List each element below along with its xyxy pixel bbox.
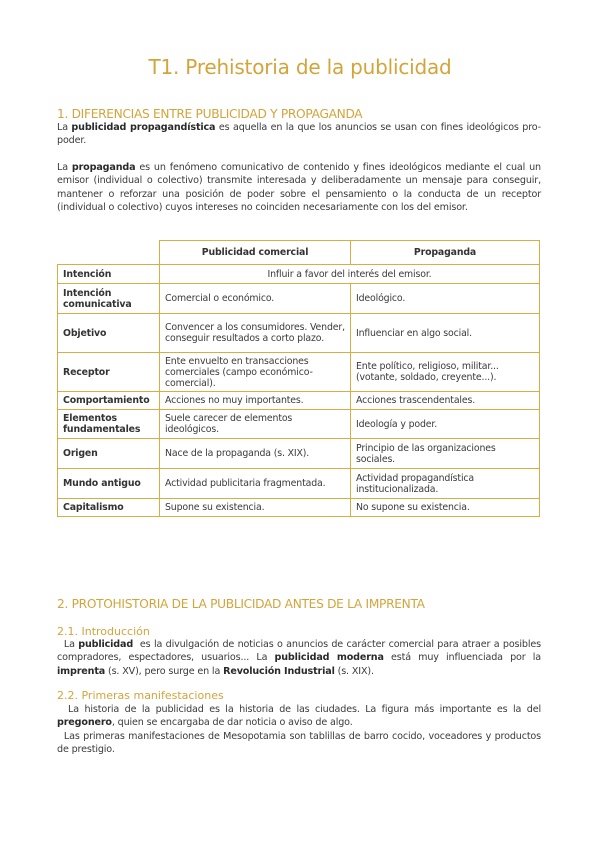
text-run: es aquella en la que los anuncios se usan con fines ideológicos pro-poder. [57,122,541,147]
column-header: Propaganda [351,241,540,265]
table-row [58,392,540,410]
publicidad-comercial-cell: Ente envuelto en transacciones comerciales (campo económico-comercial). [160,353,351,392]
row-label: Elementos fundamentales [58,410,160,439]
bold-term: Revolución Industrial [223,665,335,677]
text-run: es un fenómeno comunicativo de contenido y fines ideológicos mediante el cual un emisor (individual o colectivo) transmite interesada y deliberadamente un mensaje para conseguir, mantener o reforzar una posición de poder sobre el pensamiento o la conducta de un receptor (individual o colectivo) cuyos intereses no coinciden necesariamente con los del emisor. [57,162,544,213]
publicidad-comercial-cell: Acciones no muy importantes. [160,392,351,410]
propaganda-cell: Actividad propagandística institucionalizada. [351,469,540,499]
propaganda-cell: Ideología y poder. [351,410,540,439]
publicidad-comercial-cell: Nace de la propaganda (s. XIX). [160,439,351,469]
propaganda-cell: Ideológico. [351,284,540,314]
row-label: Capitalismo [58,499,160,517]
row-label: Intención comunicativa [58,284,160,314]
row-label: Objetivo [58,314,160,353]
table-row [58,469,540,499]
paragraph [57,703,544,730]
table-row [58,265,540,284]
table-row [58,284,540,314]
text-run: (s. XV), pero surge en la [105,665,224,677]
publicidad-comercial-cell: Actividad publicitaria fragmentada. [160,469,351,499]
subsection-heading: 2.2. Primeras manifestaciones [57,689,224,702]
bold-term: publicidad [78,639,134,650]
table-row [58,439,540,469]
table-corner [58,241,160,265]
table-header-row [58,241,540,265]
comparison-table [57,240,540,517]
row-label: Receptor [58,353,160,392]
subsection-heading: 2.1. Introducción [57,625,150,638]
text-run: La historia de la publicidad es la historia de las ciudades. La figura más importante es la del [57,704,544,715]
publicidad-comercial-cell: Convencer a los consumidores. Vender, conseguir resultados a corto plazo. [160,314,351,353]
text-run: La [57,639,79,650]
table-row [58,314,540,353]
bold-term: propaganda [71,162,136,173]
text-run: La [57,122,72,133]
publicidad-comercial-cell: Comercial o económico. [160,284,351,314]
bold-term: publicidad moderna [274,652,384,664]
text-run: es la divulgación de noticias o anuncios de carácter comercial para atraer a posibles compradores, espectadores, usuarios... La [57,639,544,664]
column-header: Publicidad comercial [160,241,351,265]
section-2-heading: 2. PROTOHISTORIA DE LA PUBLICIDAD ANTES DE LA IMPRENTA [57,597,425,611]
bold-term: pregonero [57,717,112,729]
merged-cell: Influir a favor del interés del emisor. [160,265,540,284]
publicidad-comercial-cell: Supone su existencia. [160,499,351,517]
paragraph [57,730,544,757]
propaganda-cell: Influenciar en algo social. [351,314,540,353]
bold-term: publicidad propagandística [71,122,216,133]
row-label: Comportamiento [58,392,160,410]
table-row [58,499,540,517]
text-run: está muy influenciada por la [383,652,544,664]
publicidad-comercial-cell: Suele carecer de elementos ideológicos. [160,410,351,439]
section-1-heading: 1. DIFERENCIAS ENTRE PUBLICIDAD Y PROPAGANDA [57,107,363,121]
row-label: Mundo antiguo [58,469,160,499]
row-label: Intención [58,265,160,284]
row-label: Origen [58,439,160,469]
propaganda-cell: Principio de las organizaciones sociales. [351,439,540,469]
text-run: La [57,162,72,173]
table-row [58,353,540,392]
document-title: T1. Prehistoria de la publicidad [148,55,452,79]
propaganda-cell: Acciones trascendentales. [351,392,540,410]
paragraph [57,638,544,678]
bold-term: imprenta [57,665,106,677]
text-run: Las primeras manifestaciones de Mesopotamia son tablillas de barro cocido, voceadores y productos de prestigio. [57,731,544,756]
text-run: (s. XIX). [334,665,374,677]
text-run: , quien se encargaba de dar noticia o aviso de algo. [111,717,353,729]
propaganda-cell: Ente político, religioso, militar... (votante, soldado, creyente...). [351,353,540,392]
paragraph [57,121,541,148]
table-row [58,410,540,439]
paragraph [57,161,544,214]
propaganda-cell: No supone su existencia. [351,499,540,517]
